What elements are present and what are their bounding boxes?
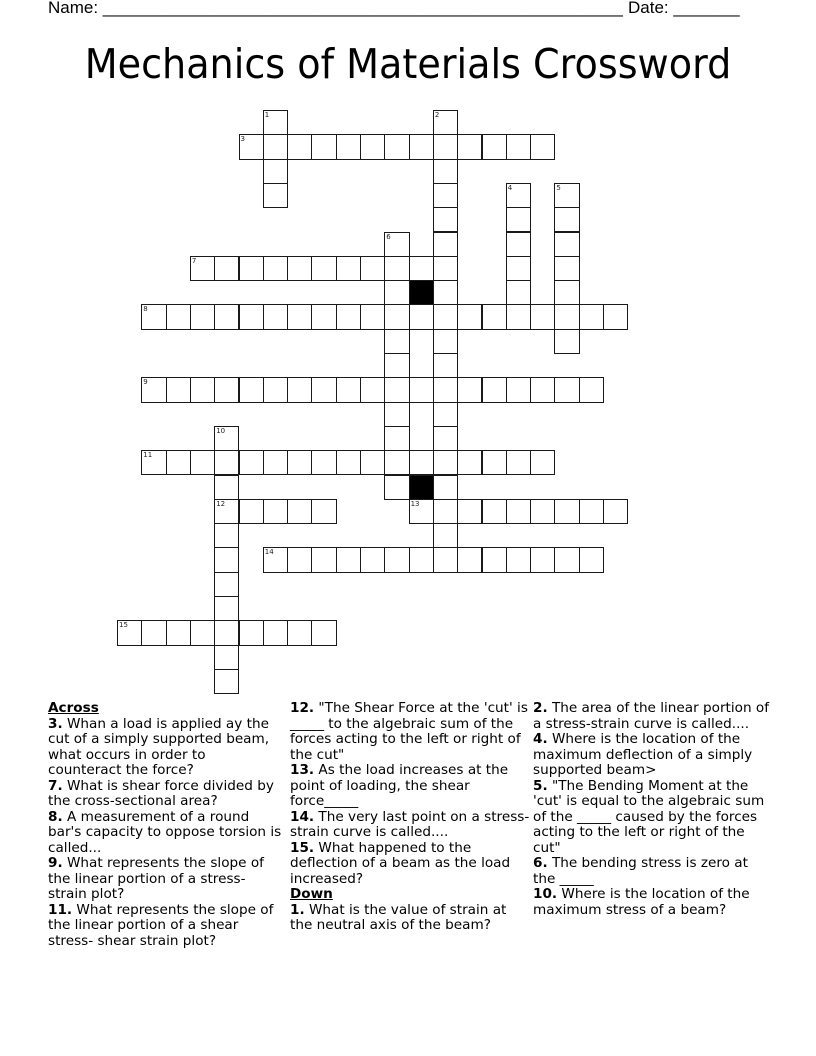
grid-cell[interactable] xyxy=(433,232,458,257)
grid-cell[interactable] xyxy=(554,499,579,524)
clue-number: 15 xyxy=(119,621,128,630)
grid-cell[interactable] xyxy=(433,426,458,451)
grid-cell[interactable] xyxy=(190,304,215,329)
grid-cell[interactable] xyxy=(433,547,458,572)
grid-cell[interactable] xyxy=(433,207,458,232)
grid-cell[interactable] xyxy=(311,620,336,645)
grid-cell[interactable] xyxy=(287,134,312,159)
grid-cell[interactable] xyxy=(482,547,507,572)
grid-cell[interactable] xyxy=(554,329,579,354)
clue-across-3: 3. Whan a load is applied ay the cut of a simply supported beam, what occurs in order to counteract the force? xyxy=(48,715,270,778)
grid-cell[interactable] xyxy=(384,402,409,427)
grid-cell[interactable] xyxy=(263,183,288,208)
grid-cell[interactable] xyxy=(433,402,458,427)
clue-number: 8 xyxy=(143,305,148,314)
grid-cell[interactable] xyxy=(336,134,361,159)
grid-cell[interactable] xyxy=(506,304,531,329)
grid-cell[interactable] xyxy=(214,256,239,281)
grid-cell[interactable] xyxy=(141,450,166,475)
grid-cell[interactable] xyxy=(530,450,555,475)
grid-cell[interactable] xyxy=(530,134,555,159)
grid-cell[interactable] xyxy=(214,572,239,597)
grid-cell[interactable] xyxy=(166,304,191,329)
grid-cell[interactable] xyxy=(263,159,288,184)
grid-cell[interactable] xyxy=(603,499,628,524)
grid-cell[interactable] xyxy=(384,353,409,378)
grid-cell[interactable] xyxy=(530,304,555,329)
grid-cell[interactable] xyxy=(287,499,312,524)
grid-cell[interactable] xyxy=(360,450,385,475)
clue-across-11: 11. What represents the slope of the linear portion of a shear stress- shear strain plot? xyxy=(48,901,274,949)
grid-cell[interactable] xyxy=(433,523,458,548)
grid-cell[interactable] xyxy=(214,547,239,572)
grid-cell[interactable] xyxy=(457,547,482,572)
clue-across-8: 8. A measurement of a round bar's capacity to oppose torsion is called... xyxy=(48,808,282,856)
grid-cell[interactable] xyxy=(214,304,239,329)
grid-cell[interactable] xyxy=(433,280,458,305)
grid-cell[interactable] xyxy=(482,134,507,159)
grid-cell[interactable] xyxy=(433,353,458,378)
grid-cell[interactable] xyxy=(554,280,579,305)
grid-cell[interactable] xyxy=(579,499,604,524)
grid-cell[interactable] xyxy=(482,499,507,524)
grid-cell[interactable] xyxy=(384,232,409,257)
grid-cell[interactable] xyxy=(384,134,409,159)
grid-cell[interactable] xyxy=(409,547,434,572)
grid-cell[interactable] xyxy=(433,450,458,475)
grid-cell[interactable] xyxy=(506,499,531,524)
grid-cell[interactable] xyxy=(433,110,458,135)
grid-cell[interactable] xyxy=(311,134,336,159)
black-cell xyxy=(409,280,434,305)
grid-cell[interactable] xyxy=(506,134,531,159)
grid-cell[interactable] xyxy=(554,547,579,572)
grid-cell[interactable] xyxy=(311,304,336,329)
grid-cell[interactable] xyxy=(214,596,239,621)
grid-cell[interactable] xyxy=(457,304,482,329)
clue-number: 13 xyxy=(410,499,420,508)
grid-cell[interactable] xyxy=(311,547,336,572)
grid-cell[interactable] xyxy=(433,475,458,500)
clue-number: 2 xyxy=(434,111,440,119)
grid-cell[interactable] xyxy=(506,377,531,402)
grid-cell[interactable] xyxy=(360,256,385,281)
grid-cell[interactable] xyxy=(482,450,507,475)
date-field-label: Date: _______ xyxy=(628,0,740,17)
clue-down-6: 6. The bending stress is zero at the _____ xyxy=(533,855,748,887)
grid-cell[interactable] xyxy=(433,329,458,354)
grid-cell[interactable] xyxy=(239,499,264,524)
grid-cell[interactable] xyxy=(336,450,361,475)
grid-cell[interactable] xyxy=(409,134,434,159)
grid-cell[interactable] xyxy=(384,475,409,500)
grid-cell[interactable] xyxy=(336,377,361,402)
page-title: Mechanics of Materials Crossword xyxy=(84,40,732,88)
grid-cell[interactable] xyxy=(554,304,579,329)
grid-cell[interactable] xyxy=(311,377,336,402)
grid-cell[interactable] xyxy=(239,450,264,475)
clue-number: 10 xyxy=(216,426,226,435)
clue-number: 7 xyxy=(191,256,197,265)
clue-number: 11 xyxy=(143,451,153,460)
grid-cell[interactable] xyxy=(311,499,336,524)
grid-cell[interactable] xyxy=(311,256,336,281)
clue-across-12: 12. "The Shear Force at the 'cut' is _____ to the algebraic sum of the forces acting to the left or right of the cut" xyxy=(290,700,528,763)
grid-cell[interactable] xyxy=(457,499,482,524)
clue-number: 5 xyxy=(556,183,561,192)
grid-cell[interactable] xyxy=(214,475,239,500)
grid-cell[interactable] xyxy=(384,450,409,475)
clue-number: 1 xyxy=(264,111,270,119)
grid-cell[interactable] xyxy=(433,183,458,208)
grid-cell[interactable] xyxy=(433,377,458,402)
down-heading: Down xyxy=(290,886,333,902)
grid-cell[interactable] xyxy=(409,304,434,329)
clue-number: 9 xyxy=(143,378,148,387)
grid-cell[interactable] xyxy=(603,304,628,329)
clue-number: 3 xyxy=(240,135,245,144)
grid-cell[interactable] xyxy=(384,547,409,572)
grid-cell[interactable] xyxy=(482,377,507,402)
grid-cell[interactable] xyxy=(214,620,239,645)
grid-cell[interactable] xyxy=(214,523,239,548)
grid-cell[interactable] xyxy=(482,304,507,329)
clue-number: 4 xyxy=(507,183,513,192)
clue-down-1: 1. What is the value of strain at the neutral axis of the beam? xyxy=(290,901,507,933)
grid-cell[interactable] xyxy=(506,232,531,257)
grid-cell[interactable] xyxy=(554,232,579,257)
grid-cell[interactable] xyxy=(166,450,191,475)
grid-cell[interactable] xyxy=(409,256,434,281)
grid-cell[interactable] xyxy=(190,256,215,281)
grid-cell[interactable] xyxy=(263,256,288,281)
grid-cell[interactable] xyxy=(506,183,531,208)
grid-cell[interactable] xyxy=(239,620,264,645)
grid-cell[interactable] xyxy=(214,450,239,475)
grid-cell[interactable] xyxy=(214,669,239,694)
grid-cell[interactable] xyxy=(239,256,264,281)
clue-across-7: 7. What is shear force divided by the cross-sectional area? xyxy=(48,777,274,809)
grid-cell[interactable] xyxy=(506,547,531,572)
grid-cell[interactable] xyxy=(384,329,409,354)
grid-cell[interactable] xyxy=(166,377,191,402)
clue-number: 6 xyxy=(386,232,391,241)
grid-cell[interactable] xyxy=(239,134,264,159)
grid-cell[interactable] xyxy=(190,377,215,402)
grid-cell[interactable] xyxy=(336,304,361,329)
grid-cell[interactable] xyxy=(336,547,361,572)
grid-cell[interactable] xyxy=(141,620,166,645)
grid-cell[interactable] xyxy=(141,377,166,402)
grid-cell[interactable] xyxy=(433,134,458,159)
clue-across-13: 13. As the load increases at the point of loading, the shear force_____ xyxy=(290,762,509,809)
clue-across-9: 9. What represents the slope of the linear portion of a stress-strain plot? xyxy=(48,855,264,902)
grid-cell[interactable] xyxy=(214,426,239,451)
clues-column-1 xyxy=(48,701,283,949)
grid-cell[interactable] xyxy=(554,183,579,208)
clue-number: 14 xyxy=(264,548,274,557)
grid-cell[interactable] xyxy=(287,256,312,281)
grid-cell[interactable] xyxy=(360,547,385,572)
grid-cell[interactable] xyxy=(433,159,458,184)
grid-cell[interactable] xyxy=(384,280,409,305)
grid-cell[interactable] xyxy=(554,256,579,281)
grid-cell[interactable] xyxy=(384,256,409,281)
grid-cell[interactable] xyxy=(506,207,531,232)
clue-down-10: 10. Where is the location of the maximum stress of a beam? xyxy=(533,886,750,918)
grid-cell[interactable] xyxy=(409,499,434,524)
grid-cell[interactable] xyxy=(263,110,288,135)
grid-cell[interactable] xyxy=(287,620,312,645)
grid-cell[interactable] xyxy=(506,280,531,305)
grid-cell[interactable] xyxy=(433,499,458,524)
grid-cell[interactable] xyxy=(506,450,531,475)
grid-cell[interactable] xyxy=(384,304,409,329)
grid-cell[interactable] xyxy=(287,377,312,402)
grid-cell[interactable] xyxy=(311,450,336,475)
grid-cell[interactable] xyxy=(214,645,239,670)
grid-cell[interactable] xyxy=(554,377,579,402)
grid-cell[interactable] xyxy=(263,499,288,524)
grid-cell[interactable] xyxy=(360,377,385,402)
grid-cell[interactable] xyxy=(530,547,555,572)
grid-cell[interactable] xyxy=(190,450,215,475)
clue-across-15: 15. What happened to the deflection of a beam as the load increased? xyxy=(290,839,511,887)
grid-cell[interactable] xyxy=(409,450,434,475)
grid-cell[interactable] xyxy=(384,426,409,451)
grid-cell[interactable] xyxy=(433,256,458,281)
grid-cell[interactable] xyxy=(457,134,482,159)
grid-cell[interactable] xyxy=(409,377,434,402)
grid-cell[interactable] xyxy=(287,547,312,572)
grid-cell[interactable] xyxy=(579,377,604,402)
grid-cell[interactable] xyxy=(263,450,288,475)
grid-cell[interactable] xyxy=(166,620,191,645)
grid-cell[interactable] xyxy=(263,620,288,645)
black-cell xyxy=(409,475,434,500)
grid-cell[interactable] xyxy=(457,377,482,402)
grid-cell[interactable] xyxy=(457,450,482,475)
grid-cell[interactable] xyxy=(263,377,288,402)
grid-cell[interactable] xyxy=(263,304,288,329)
clues-column-3 xyxy=(533,701,773,918)
grid-cell[interactable] xyxy=(117,620,142,645)
grid-cell[interactable] xyxy=(214,377,239,402)
grid-cell[interactable] xyxy=(530,499,555,524)
grid-cell[interactable] xyxy=(263,547,288,572)
grid-cell[interactable] xyxy=(190,620,215,645)
grid-cell[interactable] xyxy=(287,450,312,475)
grid-cell[interactable] xyxy=(360,304,385,329)
across-heading: Across xyxy=(48,700,99,716)
grid-cell[interactable] xyxy=(336,256,361,281)
grid-cell[interactable] xyxy=(530,377,555,402)
clue-down-4: 4. Where is the location of the maximum deflection of a simply supported beam> xyxy=(533,731,753,778)
grid-cell[interactable] xyxy=(214,499,239,524)
grid-cell[interactable] xyxy=(360,134,385,159)
clues-column-2 xyxy=(290,701,530,934)
grid-cell[interactable] xyxy=(287,304,312,329)
grid-cell[interactable] xyxy=(239,377,264,402)
clue-number: 12 xyxy=(216,499,226,508)
grid-cell[interactable] xyxy=(384,377,409,402)
grid-cell[interactable] xyxy=(433,304,458,329)
grid-cell[interactable] xyxy=(579,547,604,572)
clue-down-2: 2. The area of the linear portion of a stress-strain curve is called.... xyxy=(533,700,770,732)
clue-down-5: 5. "The Bending Moment at the 'cut' is equal to the algebraic sum of the _____ caused by the forces acting to the left or right of the cut" xyxy=(533,777,765,856)
clue-across-14: 14. The very last point on a stress-strain curve is called.... xyxy=(290,808,530,840)
grid-cell[interactable] xyxy=(579,304,604,329)
name-field-label: Name: _______________________________________________________ xyxy=(48,0,623,17)
grid-cell[interactable] xyxy=(554,207,579,232)
grid-cell[interactable] xyxy=(141,304,166,329)
grid-cell[interactable] xyxy=(263,134,288,159)
grid-cell[interactable] xyxy=(506,256,531,281)
grid-cell[interactable] xyxy=(239,304,264,329)
